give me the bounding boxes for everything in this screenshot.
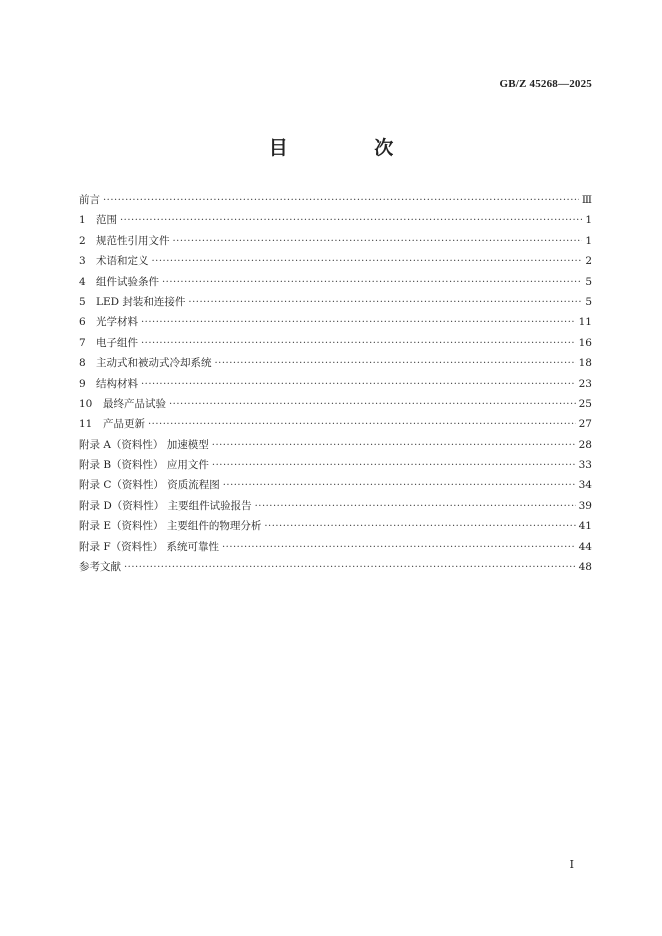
toc-entry-11[interactable] [79, 414, 592, 434]
toc-entry-number: 10 [79, 397, 93, 410]
toc-entry-label: 附录 A（资料性） 加速模型 [79, 438, 209, 451]
toc-entry-5[interactable] [79, 292, 592, 312]
toc-entry-1[interactable] [79, 210, 592, 230]
toc-entry-label: 最终产品试验 [103, 397, 166, 410]
toc-entry-page: 11 [578, 316, 592, 329]
toc-entry-number: 6 [79, 316, 86, 329]
toc-entry-label: 光学材料 [96, 316, 138, 329]
toc-entry-label: 产品更新 [103, 418, 145, 431]
toc-entry-label: 术语和定义 [96, 255, 149, 268]
toc-entry-6[interactable] [79, 312, 592, 332]
dot-leader [141, 334, 576, 354]
toc-entry-page: 41 [578, 520, 592, 533]
toc-entry-label: 主动式和被动式冷却系统 [96, 357, 212, 370]
toc-entry-label: 电子组件 [96, 336, 138, 349]
dot-leader [212, 436, 576, 456]
toc-entry-label: 附录 D（资料性） 主要组件试验报告 [79, 499, 252, 512]
toc-entry-number: 9 [79, 377, 86, 390]
toc-entry-number: 3 [79, 255, 86, 268]
toc-entry-annex-b[interactable] [79, 455, 592, 475]
toc-entry-number: 1 [79, 214, 86, 227]
toc-entry-number: 2 [79, 234, 86, 247]
toc-entry-label: 附录 F（资料性） 系统可靠性 [79, 540, 219, 553]
page-number: I [569, 858, 574, 871]
toc-entry-annex-e[interactable] [79, 516, 592, 536]
dot-leader [120, 211, 582, 231]
toc-entry-number: 8 [79, 357, 86, 370]
dot-leader [212, 456, 576, 476]
toc-entry-page: 33 [578, 459, 592, 472]
toc-entry-page: 27 [578, 418, 592, 431]
dot-leader [173, 232, 583, 252]
table-of-contents [79, 190, 592, 577]
toc-entry-2[interactable] [79, 231, 592, 251]
toc-entry-page: 34 [578, 479, 592, 492]
toc-entry-8[interactable] [79, 353, 592, 373]
toc-entry-page: 1 [585, 214, 592, 227]
dot-leader [103, 191, 579, 211]
toc-entry-10[interactable] [79, 394, 592, 414]
toc-entry-annex-c[interactable] [79, 475, 592, 495]
toc-entry-label: 附录 C（资料性） 资质流程图 [79, 479, 220, 492]
toc-entry-label: 范围 [96, 214, 117, 227]
standard-code: GB/Z 45268—2025 [499, 78, 592, 90]
page-title: 目 次 [268, 137, 434, 159]
dot-leader [264, 517, 575, 537]
toc-entry-label: 组件试验条件 [96, 275, 159, 288]
toc-entry-number: 5 [79, 295, 86, 308]
toc-entry-page: 2 [585, 255, 592, 268]
toc-entry-label: 前言 [79, 194, 100, 206]
toc-entry-foreword[interactable] [79, 190, 592, 210]
toc-entry-label: 附录 E（资料性） 主要组件的物理分析 [79, 520, 262, 533]
toc-entry-number: 7 [79, 336, 86, 349]
dot-leader [222, 538, 576, 558]
dot-leader [162, 273, 582, 293]
toc-entry-number: 11 [79, 418, 93, 431]
toc-entry-annex-d[interactable] [79, 496, 592, 516]
toc-entry-3[interactable] [79, 251, 592, 271]
toc-entry-4[interactable] [79, 272, 592, 292]
toc-entry-page: 5 [585, 275, 592, 288]
toc-entry-page: 25 [578, 397, 592, 410]
toc-entry-label: 附录 B（资料性） 应用文件 [79, 459, 209, 472]
dot-leader [223, 476, 576, 496]
toc-entry-bibliography[interactable] [79, 557, 592, 577]
toc-entry-page: 1 [585, 234, 592, 247]
toc-entry-page: 39 [578, 499, 592, 512]
toc-entry-annex-f[interactable] [79, 537, 592, 557]
dot-leader [152, 252, 583, 272]
toc-entry-page: Ⅲ [581, 194, 592, 206]
dot-leader [255, 497, 576, 517]
toc-entry-9[interactable] [79, 374, 592, 394]
dot-leader [141, 313, 576, 333]
toc-entry-label: LED 封装和连接件 [96, 295, 186, 308]
toc-entry-page: 5 [585, 295, 592, 308]
toc-entry-page: 16 [578, 336, 592, 349]
dot-leader [148, 415, 576, 435]
dot-leader [169, 395, 576, 415]
dot-leader [124, 558, 576, 578]
toc-entry-label: 结构材料 [96, 377, 138, 390]
toc-entry-page: 23 [578, 377, 592, 390]
dot-leader [141, 375, 576, 395]
toc-entry-page: 44 [578, 540, 592, 553]
toc-entry-7[interactable] [79, 333, 592, 353]
toc-entry-annex-a[interactable] [79, 435, 592, 455]
toc-entry-page: 28 [578, 438, 592, 451]
dot-leader [188, 293, 582, 313]
toc-entry-label: 规范性引用文件 [96, 234, 170, 247]
toc-entry-label: 参考文献 [79, 561, 121, 574]
toc-entry-number: 4 [79, 275, 86, 288]
toc-entry-page: 18 [578, 357, 592, 370]
toc-entry-page: 48 [578, 561, 592, 574]
dot-leader [215, 354, 576, 374]
